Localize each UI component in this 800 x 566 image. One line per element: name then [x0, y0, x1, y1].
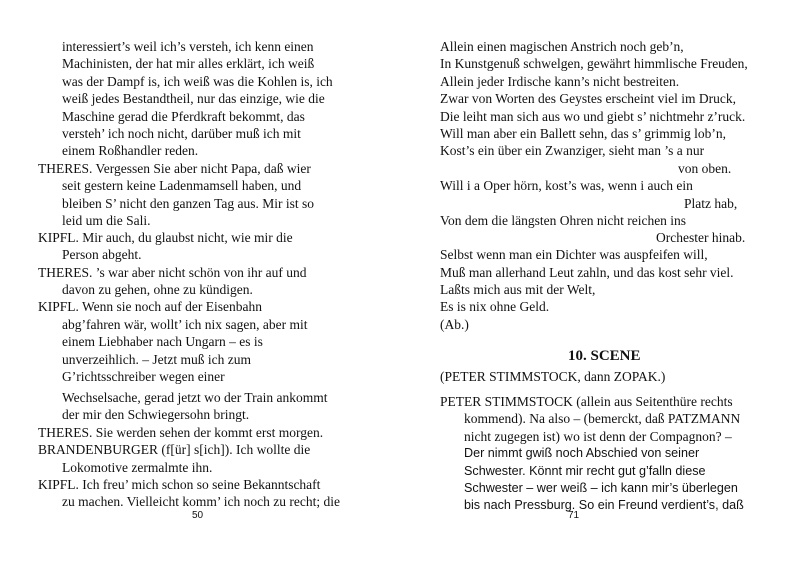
left-line-6: versteh’ ich noch nicht, darüber muß ich mit — [62, 126, 301, 141]
left-line-27: zu machen. Vielleicht komm’ ich noch zu recht; die — [62, 494, 340, 509]
right-verse-6: Will man aber ein Ballett sehn, das s’ grimmig lob’n, — [440, 126, 727, 141]
right-stage-exit: (Ab.) — [440, 317, 469, 332]
left-line-16: KIPFL. Wenn sie noch auf der Eisenbahn — [38, 299, 262, 314]
left-line-25: Lokomotive zermalmte ihn. — [62, 460, 213, 475]
left-line-10: bleiben S’ nicht den ganzen Tag aus. Mir ist so — [62, 196, 315, 211]
right-verse-3: Allein jeder Irdische kann’s nicht bestreiten. — [440, 74, 680, 89]
right-verse-4: Zwar von Worten des Geystes erscheint viel im Druck, — [440, 91, 736, 106]
left-line-20: G’richtsschreiber wegen einer — [62, 369, 225, 384]
right-verse-12: Orchester hinab. — [656, 230, 746, 245]
dialogue-line-5: Schwester. Könnt mir recht gut g’falln diese — [464, 464, 706, 478]
dialogue-line-2: kommend). Na also – (bemerckt, daß PATZMANN — [464, 411, 741, 426]
left-line-1: interessiert’s weil ich’s versteh, ich kenn einen — [62, 39, 314, 54]
left-line-18: einem Liebhaber nach Ungarn – es is — [62, 334, 263, 349]
left-line-19: unverzeihlich. – Jetzt muß ich zum — [62, 352, 251, 367]
right-verse-15: Laßts mich aus mit der Welt, — [440, 282, 596, 297]
right-page-number: 71 — [568, 510, 580, 521]
left-line-14: THERES. ’s war aber nicht schön von ihr auf und — [38, 265, 307, 280]
left-line-12: KIPFL. Mir auch, du glaubst nicht, wie mir die — [38, 230, 293, 245]
left-line-23: THERES. Sie werden sehen der kommt erst morgen. — [38, 425, 324, 440]
left-line-4: weiß jedes Bestandtheil, nur das einzige, wie die — [62, 91, 325, 106]
dialogue-line-7: bis nach Pressburg. So ein Freund verdient’s, daß — [464, 498, 744, 512]
dialogue-line-1: PETER STIMMSTOCK (allein aus Seitenthüre rechts — [440, 394, 733, 409]
dialogue-line-6: Schwester – wer weiß – ich kann mir’s überlegen — [464, 481, 738, 495]
right-verse-2: In Kunstgenuß schwelgen, gewährt himmlische Freuden, — [440, 56, 748, 71]
right-verse-11: Von dem die längsten Ohren nicht reichen ins — [440, 213, 687, 228]
left-line-17: abg’fahren wär, wollt’ ich nix sagen, aber mit — [62, 317, 308, 332]
left-line-21: Wechselsache, gerad jetzt wo der Train ankommt — [62, 390, 328, 405]
left-line-15: davon zu gehen, ohne zu kündigen. — [62, 282, 253, 297]
left-line-22: der mir den Schwiegersohn bringt. — [62, 407, 250, 422]
left-page-number: 50 — [192, 510, 204, 521]
left-line-9: seit gestern keine Ladenmamsell haben, und — [62, 178, 302, 193]
left-line-13: Person abgeht. — [62, 247, 142, 262]
right-verse-1: Allein einen magischen Anstrich noch geb’n, — [440, 39, 684, 54]
cast-line: (PETER STIMMSTOCK, dann ZOPAK.) — [440, 369, 666, 384]
left-line-11: leid um die Sali. — [62, 213, 151, 228]
scene-heading: 10. SCENE — [568, 348, 641, 364]
left-line-3: was der Dampf is, ich weiß was die Kohlen is, ich — [62, 74, 333, 89]
left-line-2: Machinisten, der hat mir alles erklärt, ich weiß — [62, 56, 315, 71]
dialogue-line-3: nicht zugegen ist) wo ist denn der Compagnon? – — [464, 429, 732, 444]
right-verse-7: Kost’s ein über ein Zwanziger, sieht man ’s a nur — [440, 143, 705, 158]
right-verse-5: Die leiht man sich aus wo und giebt s’ nichtmehr z’ruck. — [440, 109, 746, 124]
dialogue-line-4: Der nimmt gwiß noch Abschied von seiner — [464, 446, 700, 460]
right-verse-14: Muß man allerhand Leut zahln, und das kost sehr viel. — [440, 265, 734, 280]
right-page — [400, 0, 800, 566]
left-line-5: Maschine gerad die Pferdkraft bekommt, das — [62, 109, 305, 124]
right-verse-8: von oben. — [678, 161, 732, 176]
left-line-8: THERES. Vergessen Sie aber nicht Papa, daß wier — [38, 161, 311, 176]
left-line-7: einem Roßhandler reden. — [62, 143, 199, 158]
right-verse-10: Platz hab, — [684, 196, 738, 211]
left-line-24: BRANDENBURGER (f[ür] s[ich]). Ich wollte die — [38, 442, 311, 457]
left-line-26: KIPFL. Ich freu’ mich schon so seine Bekanntschaft — [38, 477, 321, 492]
right-verse-13: Selbst wenn man ein Dichter was auspfeifen will, — [440, 247, 708, 262]
right-verse-16: Es is nix ohne Geld. — [440, 299, 550, 314]
right-verse-9: Will i a Oper hörn, kost’s was, wenn i auch ein — [440, 178, 693, 193]
